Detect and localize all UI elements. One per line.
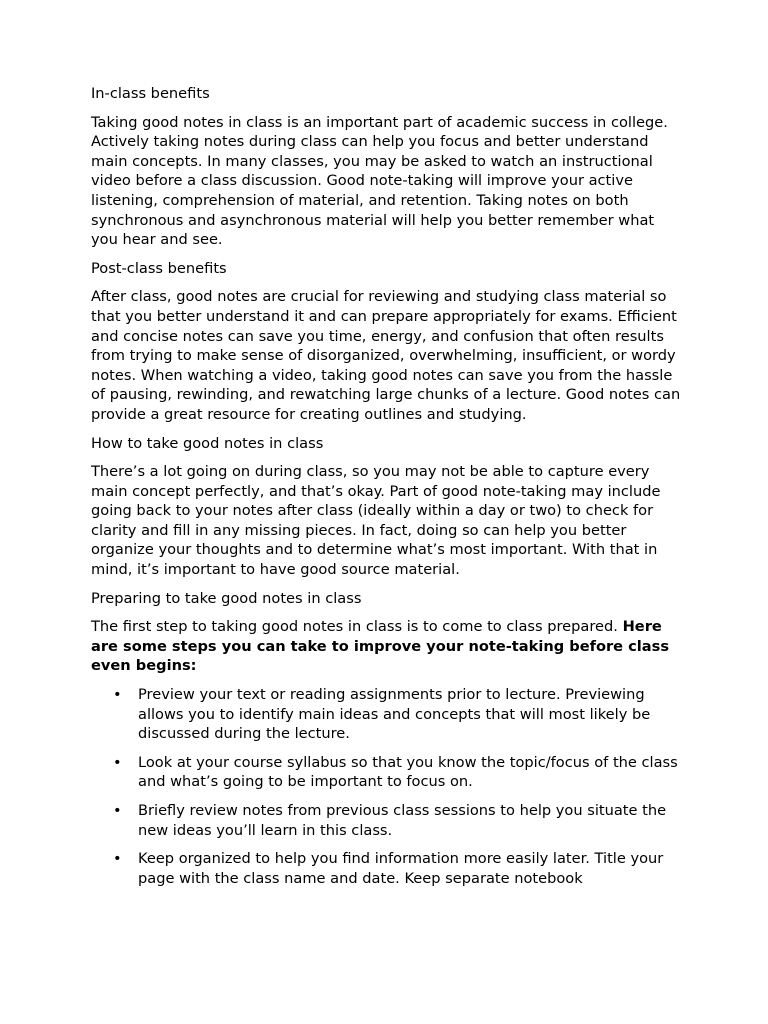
section-heading-preparing: Preparing to take good notes in class <box>91 589 362 607</box>
paragraph-preparing <box>91 617 681 676</box>
section-heading-post-class-benefits: Post-class benefits <box>91 259 227 277</box>
list-item-text: Look at your course syllabus so that you know the topic/focus of the class and what’s going to be important to focus on. <box>138 753 678 791</box>
bullet-icon: • <box>113 802 122 819</box>
preparation-steps-list <box>91 685 681 888</box>
bullet-icon: • <box>113 753 122 771</box>
preparing-intro-bold-text: Here are some steps you can take to improve your note-taking before class even begins: <box>91 618 670 675</box>
list-item-text: Keep organized to help you find information more easily later. Title your page with the class name and date. Keep separate notebook <box>138 850 664 887</box>
list-item <box>91 849 681 888</box>
bullet-icon: • <box>113 850 122 868</box>
list-item <box>91 685 681 744</box>
list-item-text: Preview your text or reading assignments prior to lecture. Previewing allows you to identify main ideas and concepts that will most likely be discussed during the lecture. <box>138 686 651 743</box>
list-item-text: Briefly review notes from previous class sessions to help you situate the new ideas you’ll learn in this class. <box>138 802 667 839</box>
document-page <box>91 84 681 897</box>
paragraph-post-class-benefits: After class, good notes are crucial for reviewing and studying class material so that you better understand it and can prepare appropriately for exams. Efficient and concise notes can save you time, energy, and confusion that often results from trying to make sense of disorganized, overwhelming, insufficient, or wordy notes. When watching a video, taking good notes can save you from the hassle of pausing, rewinding, and rewatching large chunks of a lecture. Good notes can provide a great resource for creating outlines and studying. <box>91 288 681 423</box>
list-item <box>91 801 681 840</box>
section-heading-in-class-benefits: In-class benefits <box>91 85 210 102</box>
list-item <box>91 753 681 792</box>
preparing-intro-text: The first step to taking good notes in class is to come to class prepared. <box>91 618 623 636</box>
bullet-icon: • <box>113 686 122 704</box>
paragraph-in-class-benefits: Taking good notes in class is an important part of academic success in college. Actively taking notes during class can help you focus and better understand main concepts. In many classes, you may be asked to watch an instructional video before a class discussion. Good note-taking will improve your active listening, comprehension of material, and retention. Taking notes on both synchronous and asynchronous material will help you better remember what you hear and see. <box>91 113 668 249</box>
section-heading-how-to-take-notes: How to take good notes in class <box>91 434 324 452</box>
paragraph-how-to-take-notes: There’s a lot going on during class, so you may not be able to capture every main concept perfectly, and that’s okay. Part of good note-taking may include going back to your notes after class (ideally within a day or two) to check for clarity and fill in any missing pieces. In fact, doing so can help you better organize your thoughts and to determine what’s most important. With that in mind, it’s important to have good source material. <box>91 463 661 579</box>
